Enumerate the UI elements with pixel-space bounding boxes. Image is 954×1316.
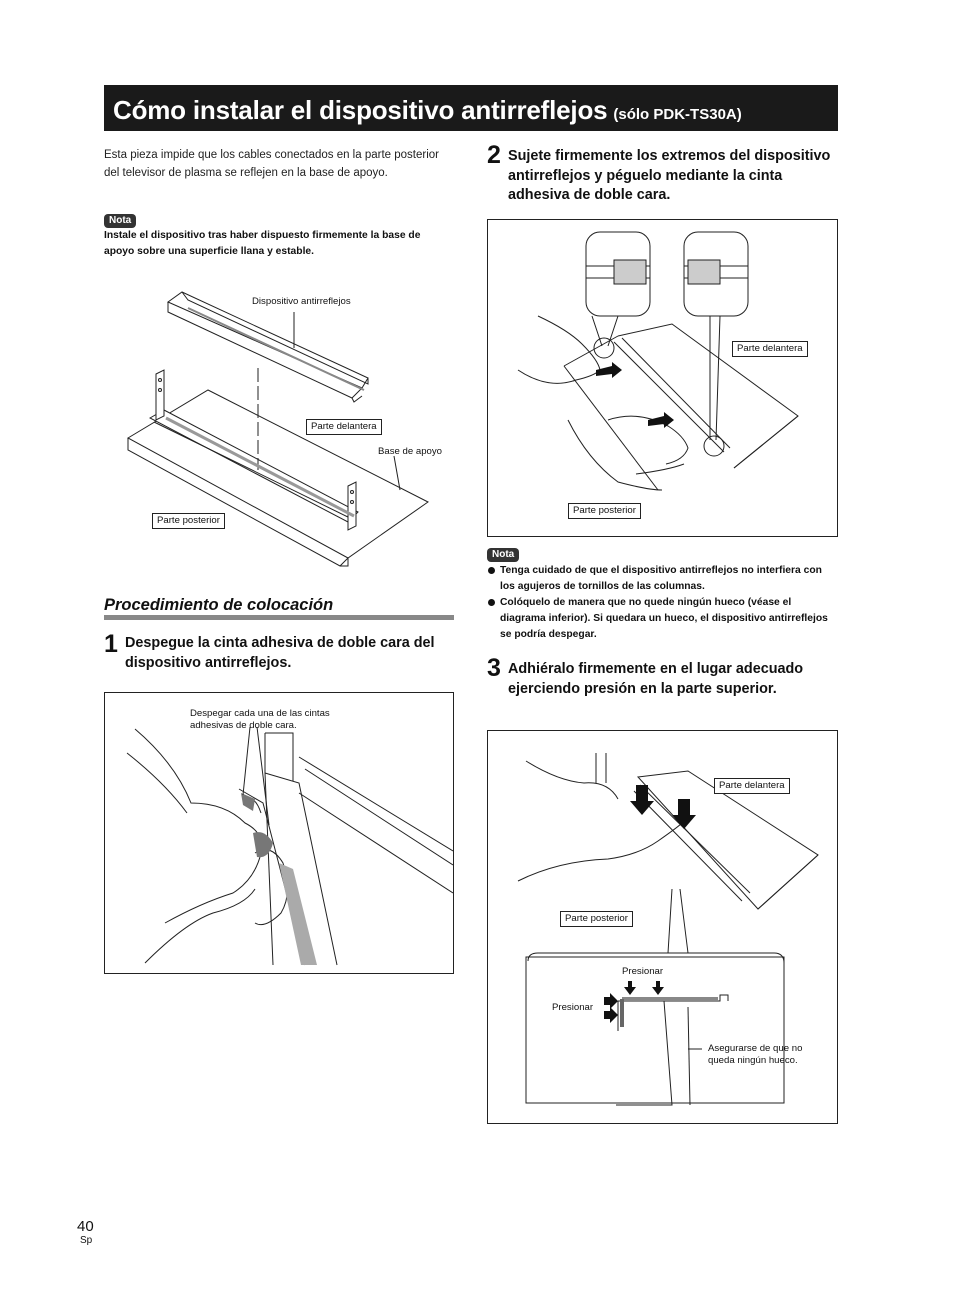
note-bullet: Colóquelo de manera que no quede ningún hueco (véase el diagrama inferior). Si quedara un hueco, el dispositivo antirreflejos se podría despegar.: [487, 595, 837, 643]
step-2-number: 2: [487, 141, 501, 169]
figure-attach-device: [487, 219, 838, 537]
section-title: Procedimiento de colocación: [104, 596, 334, 614]
step-3-number: 3: [487, 654, 501, 682]
page-title-bar: [104, 85, 838, 131]
page-number: 40: [77, 1218, 94, 1235]
note-text: Instale el dispositivo tras haber dispuesto firmemente la base de apoyo sobre una superficie llana y estable.: [104, 230, 421, 257]
label-front: Parte delantera: [732, 341, 808, 357]
label-rear: Parte posterior: [152, 513, 225, 529]
figure-press-device: [487, 730, 838, 1124]
step-3-text: Adhiéralo firmemente en el lugar adecuado ejerciendo presión en la parte superior.: [508, 661, 804, 697]
label-press-side: Presionar: [552, 1002, 594, 1013]
label-device: Dispositivo antirreflejos: [252, 296, 351, 307]
note-badge-label: Nota: [487, 548, 519, 562]
note-bullet: Tenga cuidado de que el dispositivo antirreflejos no interfiera con los agujeros de tornillos de las columnas.: [487, 563, 837, 595]
label-base: Base de apoyo: [378, 446, 443, 457]
label-gap: Asegurarse de que no queda ningún hueco.: [708, 1043, 803, 1066]
note-bullet-list: [487, 563, 837, 643]
label-rear: Parte posterior: [568, 503, 641, 519]
page-subtitle: (sólo PDK-TS30A): [613, 106, 742, 123]
attach-illustration: [488, 220, 837, 536]
page-language: Sp: [80, 1235, 93, 1246]
note-badge: [487, 544, 519, 562]
figure-stand-device: [104, 280, 454, 570]
step-2-text: Sujete firmemente los extremos del dispositivo antirreflejos y péguelo mediante la cinta adhesiva de doble cara.: [508, 148, 831, 203]
peel-illustration: [105, 693, 453, 973]
page-title: Cómo instalar el dispositivo antirreflejos: [113, 95, 608, 125]
section-rule: [104, 615, 454, 620]
figure-peel-tape: [104, 692, 454, 974]
label-press-top: Presionar: [622, 966, 664, 977]
step-1-text: Despegue la cinta adhesiva de doble cara del dispositivo antirreflejos.: [125, 635, 435, 671]
note-badge: [104, 210, 136, 228]
label-rear: Parte posterior: [560, 911, 633, 927]
step-1-number: 1: [104, 630, 118, 658]
intro-paragraph: Esta pieza impide que los cables conectados en la parte posterior del televisor de plasma se reflejen en la base de apoyo.: [104, 149, 439, 179]
note-badge-label: Nota: [104, 214, 136, 228]
label-peel: Despegar cada una de las cintas adhesivas de doble cara.: [190, 708, 330, 731]
label-front: Parte delantera: [714, 778, 790, 794]
label-front: Parte delantera: [306, 419, 382, 435]
